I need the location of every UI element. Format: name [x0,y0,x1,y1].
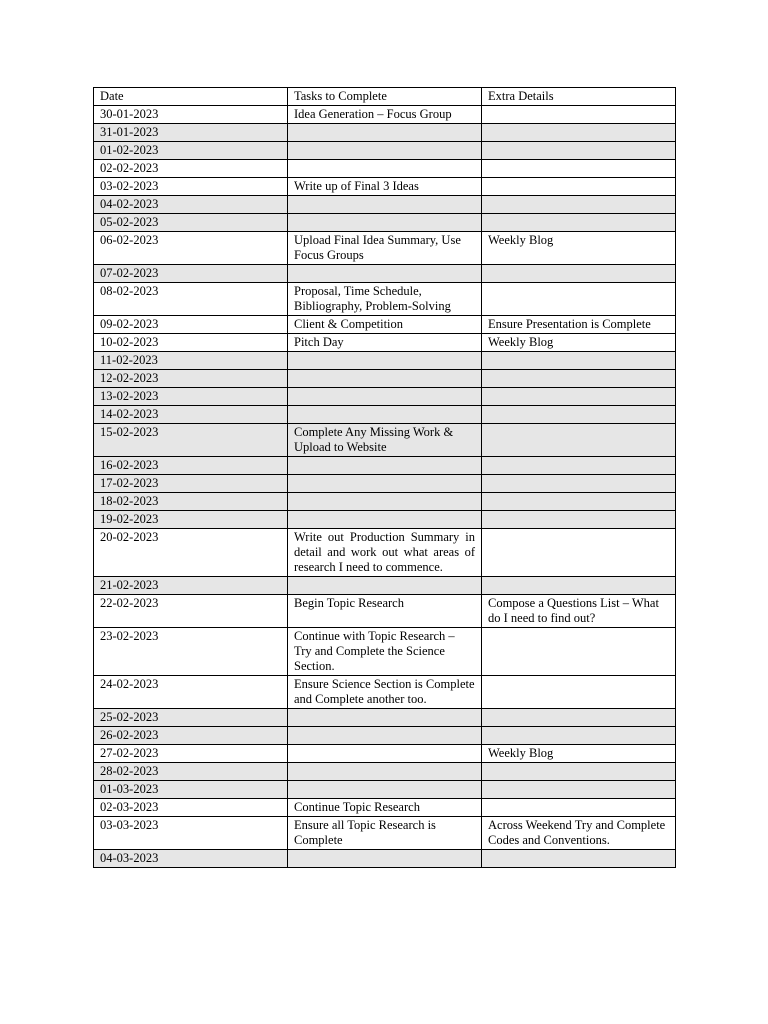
table-row [94,265,676,283]
table-row [94,628,676,676]
date-cell: 26-02-2023 [94,727,288,745]
table-row [94,817,676,850]
table-row [94,178,676,196]
table-row [94,709,676,727]
table-row [94,850,676,868]
task-cell [288,160,482,178]
task-cell [288,214,482,232]
table-row [94,727,676,745]
task-cell [288,709,482,727]
extra-details-cell [482,457,676,475]
table-row [94,781,676,799]
task-cell [288,196,482,214]
task-cell: Begin Topic Research [288,595,482,628]
task-cell [288,727,482,745]
date-cell: 24-02-2023 [94,676,288,709]
table-row [94,370,676,388]
date-cell: 02-03-2023 [94,799,288,817]
extra-details-cell: Weekly Blog [482,334,676,352]
date-cell: 02-02-2023 [94,160,288,178]
date-cell: 03-03-2023 [94,817,288,850]
table-row [94,316,676,334]
extra-details-cell [482,106,676,124]
extra-details-cell [482,493,676,511]
task-cell [288,388,482,406]
table-row [94,334,676,352]
task-cell: Ensure Science Section is Complete and Complete another too. [288,676,482,709]
extra-details-cell [482,676,676,709]
task-cell: Idea Generation – Focus Group [288,106,482,124]
table-row [94,214,676,232]
date-cell: 18-02-2023 [94,493,288,511]
schedule-table [93,87,676,868]
date-cell: 04-02-2023 [94,196,288,214]
date-cell: 06-02-2023 [94,232,288,265]
task-cell [288,475,482,493]
table-row [94,475,676,493]
date-cell: 01-02-2023 [94,142,288,160]
date-cell: 03-02-2023 [94,178,288,196]
task-cell [288,352,482,370]
extra-details-cell: Weekly Blog [482,232,676,265]
table-row [94,283,676,316]
extra-details-cell [482,850,676,868]
table-row [94,676,676,709]
date-cell: 12-02-2023 [94,370,288,388]
table-row [94,424,676,457]
header-date: Date [94,88,288,106]
extra-details-cell [482,763,676,781]
date-cell: 01-03-2023 [94,781,288,799]
task-cell [288,370,482,388]
header-tasks: Tasks to Complete [288,88,482,106]
date-cell: 23-02-2023 [94,628,288,676]
extra-details-cell [482,283,676,316]
extra-details-cell [482,781,676,799]
task-cell: Write up of Final 3 Ideas [288,178,482,196]
extra-details-cell [482,709,676,727]
extra-details-cell [482,388,676,406]
extra-details-cell [482,370,676,388]
extra-details-cell [482,142,676,160]
task-cell [288,493,482,511]
extra-details-cell [482,178,676,196]
date-cell: 04-03-2023 [94,850,288,868]
task-cell [288,265,482,283]
table-row [94,124,676,142]
table-row [94,406,676,424]
extra-details-cell [482,352,676,370]
task-cell: Pitch Day [288,334,482,352]
extra-details-cell [482,160,676,178]
table-row [94,388,676,406]
task-cell [288,511,482,529]
date-cell: 13-02-2023 [94,388,288,406]
date-cell: 21-02-2023 [94,577,288,595]
task-cell [288,142,482,160]
task-cell [288,850,482,868]
task-cell: Upload Final Idea Summary, Use Focus Groups [288,232,482,265]
date-cell: 17-02-2023 [94,475,288,493]
table-row [94,160,676,178]
extra-details-cell [482,214,676,232]
extra-details-cell [482,196,676,214]
table-row [94,799,676,817]
table-row [94,595,676,628]
date-cell: 31-01-2023 [94,124,288,142]
task-cell [288,457,482,475]
date-cell: 28-02-2023 [94,763,288,781]
task-cell: Continue Topic Research [288,799,482,817]
table-row [94,763,676,781]
extra-details-cell: Compose a Questions List – What do I need to find out? [482,595,676,628]
table-row [94,511,676,529]
table-row [94,142,676,160]
date-cell: 20-02-2023 [94,529,288,577]
task-cell: Continue with Topic Research – Try and Complete the Science Section. [288,628,482,676]
extra-details-cell [482,799,676,817]
date-cell: 08-02-2023 [94,283,288,316]
extra-details-cell [482,511,676,529]
header-extra-details: Extra Details [482,88,676,106]
table-row [94,232,676,265]
extra-details-cell [482,529,676,577]
table-row [94,457,676,475]
table-body [94,106,676,868]
date-cell: 15-02-2023 [94,424,288,457]
task-cell [288,763,482,781]
date-cell: 16-02-2023 [94,457,288,475]
extra-details-cell [482,124,676,142]
table-row [94,493,676,511]
date-cell: 19-02-2023 [94,511,288,529]
date-cell: 07-02-2023 [94,265,288,283]
date-cell: 10-02-2023 [94,334,288,352]
date-cell: 14-02-2023 [94,406,288,424]
extra-details-cell [482,406,676,424]
table-row [94,577,676,595]
task-cell: Ensure all Topic Research is Complete [288,817,482,850]
task-cell: Client & Competition [288,316,482,334]
task-cell: Complete Any Missing Work & Upload to Website [288,424,482,457]
extra-details-cell [482,424,676,457]
date-cell: 11-02-2023 [94,352,288,370]
table-row [94,106,676,124]
extra-details-cell [482,628,676,676]
extra-details-cell [482,475,676,493]
task-cell [288,406,482,424]
extra-details-cell [482,265,676,283]
table-row [94,745,676,763]
extra-details-cell [482,577,676,595]
task-cell: Proposal, Time Schedule, Bibliography, Problem-Solving [288,283,482,316]
extra-details-cell: Across Weekend Try and Complete Codes and Conventions. [482,817,676,850]
task-cell [288,781,482,799]
table-row [94,529,676,577]
date-cell: 05-02-2023 [94,214,288,232]
task-cell: Write out Production Summary in detail and work out what areas of research I need to commence. [288,529,482,577]
table-row [94,196,676,214]
task-cell [288,124,482,142]
extra-details-cell: Ensure Presentation is Complete [482,316,676,334]
date-cell: 30-01-2023 [94,106,288,124]
task-cell [288,745,482,763]
date-cell: 09-02-2023 [94,316,288,334]
extra-details-cell [482,727,676,745]
task-cell [288,577,482,595]
table-row [94,352,676,370]
date-cell: 27-02-2023 [94,745,288,763]
table-header-row [94,88,676,106]
date-cell: 22-02-2023 [94,595,288,628]
extra-details-cell: Weekly Blog [482,745,676,763]
date-cell: 25-02-2023 [94,709,288,727]
